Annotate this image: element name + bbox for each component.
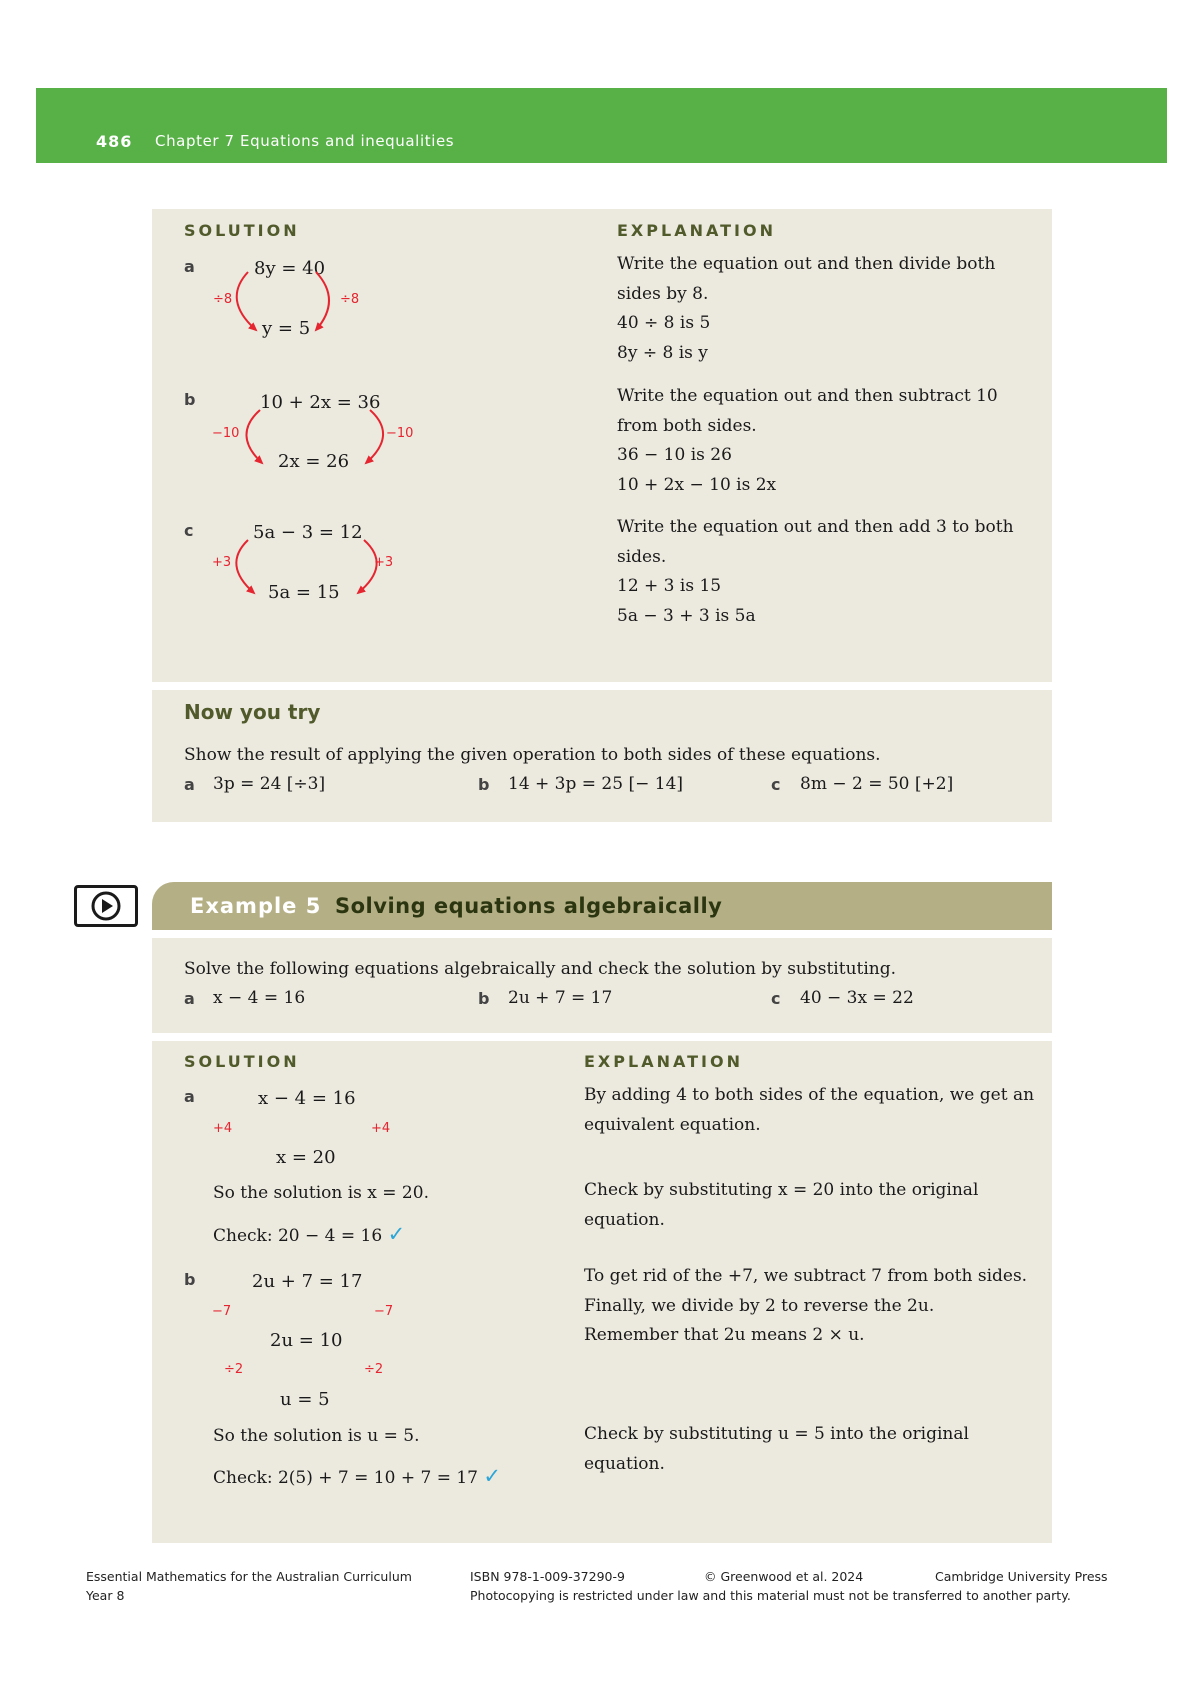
explanation-heading: EXPLANATION <box>584 1052 743 1071</box>
item-label-c: c <box>771 775 781 794</box>
example-title: Solving equations algebraically <box>335 894 723 918</box>
equation-top: 2u + 7 = 17 <box>252 1271 363 1292</box>
operation-right: −10 <box>386 426 414 441</box>
footer-copyright: © Greenwood et al. 2024 <box>704 1569 864 1584</box>
explanation-heading: EXPLANATION <box>617 221 776 240</box>
equation-top: 8y = 40 <box>254 258 326 279</box>
example5-item-b: 2u + 7 = 17 <box>508 988 613 1008</box>
operation-right: ÷8 <box>340 292 360 307</box>
equation-top: 5a − 3 = 12 <box>253 522 363 543</box>
explanation-line: 8y ÷ 8 is y <box>617 342 708 363</box>
explanation-line: By adding 4 to both sides of the equation, we get an <box>584 1085 1035 1105</box>
equation-bottom: u = 5 <box>280 1389 330 1410</box>
example-number: Example 5 <box>190 894 322 918</box>
page-number: 486 <box>96 132 133 151</box>
solution-statement: So the solution is x = 20. <box>213 1183 429 1203</box>
operation-left: ÷8 <box>213 292 233 307</box>
explanation-c <box>617 513 1014 631</box>
operation-right: +3 <box>374 555 394 570</box>
explanation-line: equation. <box>584 1453 665 1474</box>
explanation-line: Check by substituting x = 20 into the original <box>584 1180 979 1200</box>
example5-instruction: Solve the following equations algebraically and check the solution by substituting. <box>184 959 897 979</box>
explanation-line: equation. <box>584 1209 665 1230</box>
example5-question-box <box>152 938 1052 1033</box>
part-label-a: a <box>184 1087 195 1106</box>
explanation-line: Write the equation out and then add 3 to both <box>617 517 1014 537</box>
item-label-a: a <box>184 989 195 1008</box>
operation-left: ÷2 <box>224 1362 244 1377</box>
part-label-a: a <box>184 257 195 276</box>
explanation-line: from both sides. <box>617 415 757 436</box>
explanation-a2 <box>584 1176 978 1235</box>
check-line <box>213 1464 501 1488</box>
operation-left: −10 <box>212 426 240 441</box>
operation-left: +3 <box>212 555 232 570</box>
explanation-line: To get rid of the +7, we subtract 7 from both sides. <box>584 1266 1028 1286</box>
footer-notice: Photocopying is restricted under law and this material must not be transferred to another party. <box>470 1588 1071 1603</box>
equation-top: x − 4 = 16 <box>258 1088 356 1109</box>
check-text: Check: 20 − 4 = 16 <box>213 1226 383 1246</box>
explanation-line: equivalent equation. <box>584 1114 761 1135</box>
explanation-b2 <box>584 1420 969 1479</box>
solution-heading: SOLUTION <box>184 221 300 240</box>
item-label-c: c <box>771 989 781 1008</box>
operation-left: −7 <box>212 1304 232 1319</box>
item-label-b: b <box>478 989 490 1008</box>
footer-publisher: Cambridge University Press <box>935 1569 1108 1584</box>
explanation-line: 10 + 2x − 10 is 2x <box>617 474 777 495</box>
check-text: Check: 2(5) + 7 = 10 + 7 = 17 <box>213 1468 478 1488</box>
operation-right: +4 <box>371 1121 391 1136</box>
now-you-try-heading: Now you try <box>184 700 321 724</box>
operation-right: −7 <box>374 1304 394 1319</box>
item-label-a: a <box>184 775 195 794</box>
check-line <box>213 1222 405 1246</box>
explanation-line: Write the equation out and then divide both <box>617 254 996 274</box>
now-you-try-instruction: Show the result of applying the given operation to both sides of these equations. <box>184 745 881 765</box>
item-label-b: b <box>478 775 490 794</box>
now-you-try-item-c: 8m − 2 = 50 [+2] <box>800 774 954 794</box>
footer-book-title: Essential Mathematics for the Australian Curriculum <box>86 1569 412 1584</box>
explanation-a1 <box>584 1081 1034 1140</box>
tick-icon: ✓ <box>387 1222 406 1246</box>
solution-statement: So the solution is u = 5. <box>213 1426 420 1446</box>
explanation-a <box>617 250 995 368</box>
play-icon <box>77 888 135 924</box>
equation-bottom: x = 20 <box>276 1147 336 1168</box>
explanation-line: sides by 8. <box>617 283 709 304</box>
explanation-line: 5a − 3 + 3 is 5a <box>617 605 756 626</box>
operation-right: ÷2 <box>364 1362 384 1377</box>
equation-middle: 2u = 10 <box>270 1330 343 1351</box>
explanation-line: sides. <box>617 546 667 567</box>
explanation-line: 36 − 10 is 26 <box>617 445 732 465</box>
example5-item-c: 40 − 3x = 22 <box>800 988 914 1008</box>
operation-left: +4 <box>213 1121 233 1136</box>
equation-bottom: y = 5 <box>262 318 311 339</box>
now-you-try-item-a: 3p = 24 [÷3] <box>213 774 326 794</box>
part-label-b: b <box>184 1270 196 1289</box>
equation-bottom: 5a = 15 <box>268 582 340 603</box>
explanation-line: Check by substituting u = 5 into the original <box>584 1424 969 1444</box>
chapter-title: Chapter 7 Equations and inequalities <box>155 132 455 150</box>
explanation-b1 <box>584 1262 1027 1351</box>
explanation-line: Finally, we divide by 2 to reverse the 2u. <box>584 1295 935 1316</box>
explanation-line: Remember that 2u means 2 × u. <box>584 1325 865 1345</box>
explanation-line: Write the equation out and then subtract 10 <box>617 386 998 406</box>
footer-isbn: ISBN 978-1-009-37290-9 <box>470 1569 625 1584</box>
video-button[interactable] <box>74 885 138 927</box>
example5-item-a: x − 4 = 16 <box>213 988 306 1008</box>
solution-heading: SOLUTION <box>184 1052 300 1071</box>
now-you-try-item-b: 14 + 3p = 25 [− 14] <box>508 774 684 794</box>
explanation-line: 12 + 3 is 15 <box>617 576 722 596</box>
tick-icon: ✓ <box>483 1464 501 1488</box>
part-label-b: b <box>184 390 196 409</box>
part-label-c: c <box>184 521 194 540</box>
equation-top: 10 + 2x = 36 <box>260 392 381 413</box>
equation-bottom: 2x = 26 <box>278 451 350 472</box>
explanation-line: 40 ÷ 8 is 5 <box>617 313 711 333</box>
footer-year: Year 8 <box>86 1588 125 1603</box>
explanation-b <box>617 382 998 500</box>
